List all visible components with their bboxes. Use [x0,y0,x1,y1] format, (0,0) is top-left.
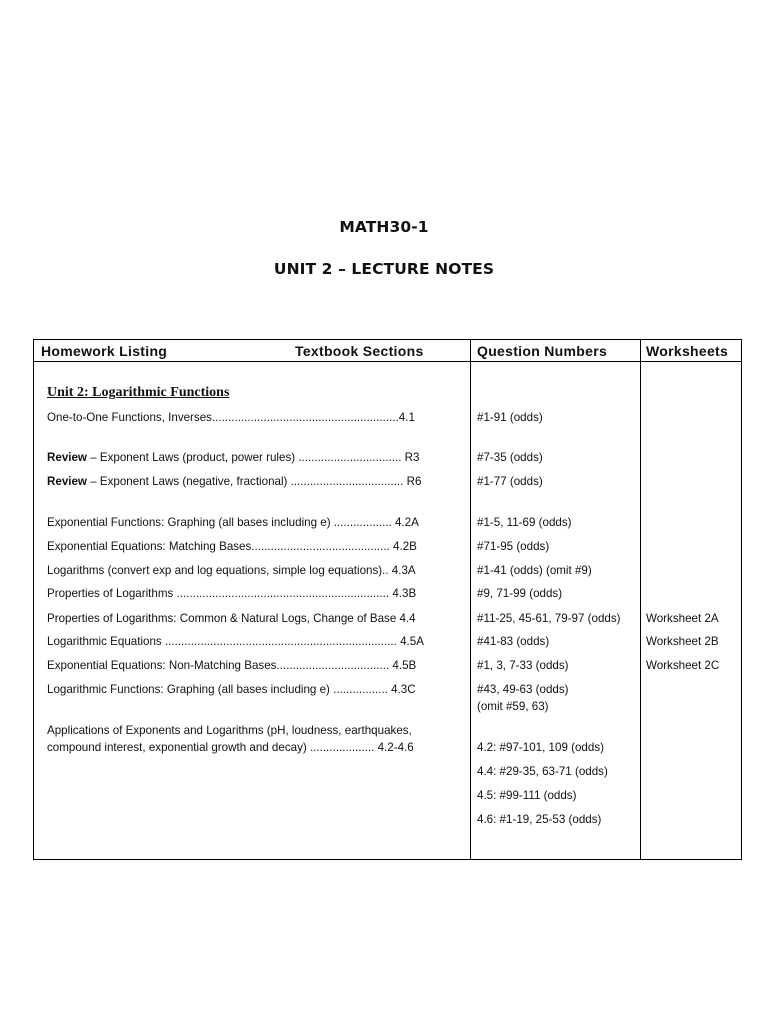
unit-heading: Unit 2: Logarithmic Functions [47,385,230,400]
row-questions: #43, 49-63 (odds) [477,683,569,696]
row-questions: #11-25, 45-61, 79-97 (odds) [477,612,621,625]
row-questions: #71-95 (odds) [477,540,550,553]
row-topic: Exponential Functions: Graphing (all bases including e) .................. 4.2A [47,516,419,529]
worksheet-label: Worksheet 2A [646,612,719,625]
column-divider-worksheets [640,340,641,859]
applications-questions: 4.2: #97-101, 109 (odds) [477,741,604,754]
document-subtitle: UNIT 2 – LECTURE NOTES [273,260,495,278]
homework-table [33,339,742,860]
header-worksheets: Worksheets [646,343,729,359]
header-textbook-sections: Textbook Sections [295,343,424,359]
row-topic [47,451,419,465]
row-questions: #7-35 (odds) [477,451,543,464]
document-title: MATH30-1 [339,218,429,236]
row-questions-note: (omit #59, 63) [477,700,549,713]
row-topic: Properties of Logarithms .................................................................. 4.3B [47,587,417,600]
row-topic-text: – Exponent Laws (negative, fractional) ................................... R6 [86,475,422,488]
applications-questions: 4.4: #29-35, 63-71 (odds) [477,765,608,778]
row-questions: #1-41 (odds) (omit #9) [477,564,592,577]
row-topic: Exponential Equations: Non-Matching Bases................................... 4.5B [47,659,417,672]
row-topic [47,475,421,489]
applications-questions: 4.6: #1-19, 25-53 (odds) [477,813,602,826]
row-topic-text: – Exponent Laws (product, power rules) ................................ R3 [86,451,420,464]
row-questions: #41-83 (odds) [477,635,550,648]
worksheet-label: Worksheet 2C [646,659,720,672]
row-topic: Logarithmic Functions: Graphing (all bases including e) ................. 4.3C [47,683,416,696]
row-questions: #9, 71-99 (odds) [477,587,563,600]
row-questions: #1, 3, 7-33 (odds) [477,659,569,672]
row-topic: Properties of Logarithms: Common & Natural Logs, Change of Base 4.4 [47,612,416,625]
row-questions: #1-91 (odds) [477,411,543,424]
row-topic: Logarithms (convert exp and log equations, simple log equations).. 4.3A [47,564,416,577]
applications-line-1: Applications of Exponents and Logarithms (pH, loudness, earthquakes, [47,724,412,737]
applications-line-2: compound interest, exponential growth and decay) .................... 4.2-4.6 [47,741,414,754]
worksheet-label: Worksheet 2B [646,635,719,648]
header-question-numbers: Question Numbers [477,343,608,359]
header-divider [34,361,741,362]
column-divider-questions [470,340,471,859]
review-label: Review [47,451,87,464]
header-homework-listing: Homework Listing [41,343,168,359]
row-questions: #1-77 (odds) [477,475,543,488]
row-questions: #1-5, 11-69 (odds) [477,516,572,529]
row-topic: Logarithmic Equations ........................................................................ 4.5A [47,635,424,648]
row-topic: Exponential Equations: Matching Bases........................................... 4.2B [47,540,417,553]
applications-questions: 4.5: #99-111 (odds) [477,789,577,802]
row-topic: One-to-One Functions, Inverses..........................................................4.1 [47,411,415,424]
review-label: Review [47,475,87,488]
